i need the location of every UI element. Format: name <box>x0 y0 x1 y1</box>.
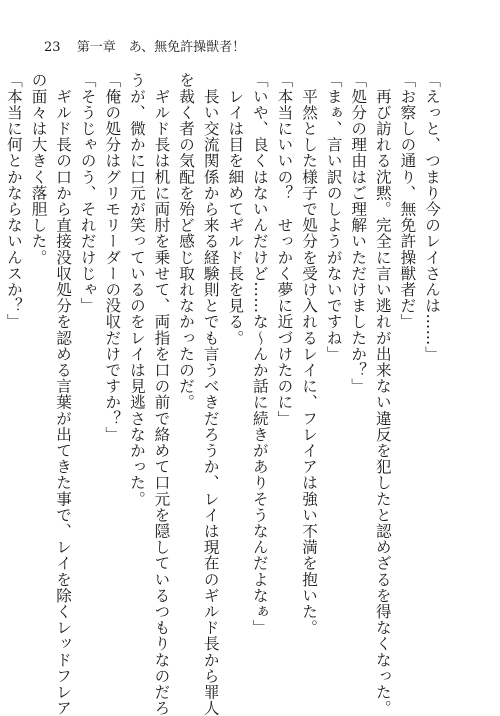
text-line: を裁く者の気配を殆ど感じ取れなかったのだ。 <box>177 72 196 411</box>
text-line: 「いや、良くはないんだけど……な〜んか話に続きがありそうなんだよなぁ」 <box>250 72 269 636</box>
page-number: 23 <box>44 40 61 55</box>
text-line: 平然とした様子で処分を受け入れるレイに、フレイアは強い不満を抱いた。 <box>300 72 319 636</box>
text-line: 「お察しの通り、無免許操獣者だ」 <box>398 72 417 330</box>
running-header <box>44 40 245 56</box>
text-line: 「処分の理由はご理解いただけましたか？」 <box>349 72 368 394</box>
text-line: ギルド長は机に両肘を乗せて、両指を口の前で絡めて口元を隠しているつもりなのだろ <box>152 72 171 716</box>
text-line: 「まぁ、言い訳のしようがないですね」 <box>324 72 343 362</box>
text-line: 長い交流関係から来る経験則とでも言うべきだろうか、レイは現在のギルド長から罪人 <box>201 72 220 716</box>
text-line: うが、微かに口元が笑っているのをレイは見逃さなかった。 <box>127 72 146 507</box>
text-line: 「えっと、つまり今のレイさんは……」 <box>423 72 441 362</box>
chapter-title: 第一章 あ、無免許操獣者！ <box>76 40 246 55</box>
text-line: 「俺の処分はグリモリーダーの没収だけですか？」 <box>103 72 122 443</box>
text-line: 「本当にいいの？ せっかく夢に近づけたのに」 <box>275 72 294 427</box>
novel-body-text <box>4 72 444 716</box>
text-line: ギルド長の口から直接没収処分を認める言葉が出てきた事で、レイを除くレッドフレア <box>54 72 73 716</box>
text-line: 「本当に何とかならないんスか？」 <box>4 72 23 330</box>
text-line: 再び訪れる沈黙。完全に言い逃れが出来ない違反を犯したと認めざるを得なくなった。 <box>373 72 392 716</box>
text-line: の面々は大きく落胆した。 <box>29 72 48 266</box>
text-line: レイは目を細めてギルド長を見る。 <box>226 72 245 346</box>
text-line: 「そうじゃのう、それだけじゃ」 <box>78 72 97 314</box>
